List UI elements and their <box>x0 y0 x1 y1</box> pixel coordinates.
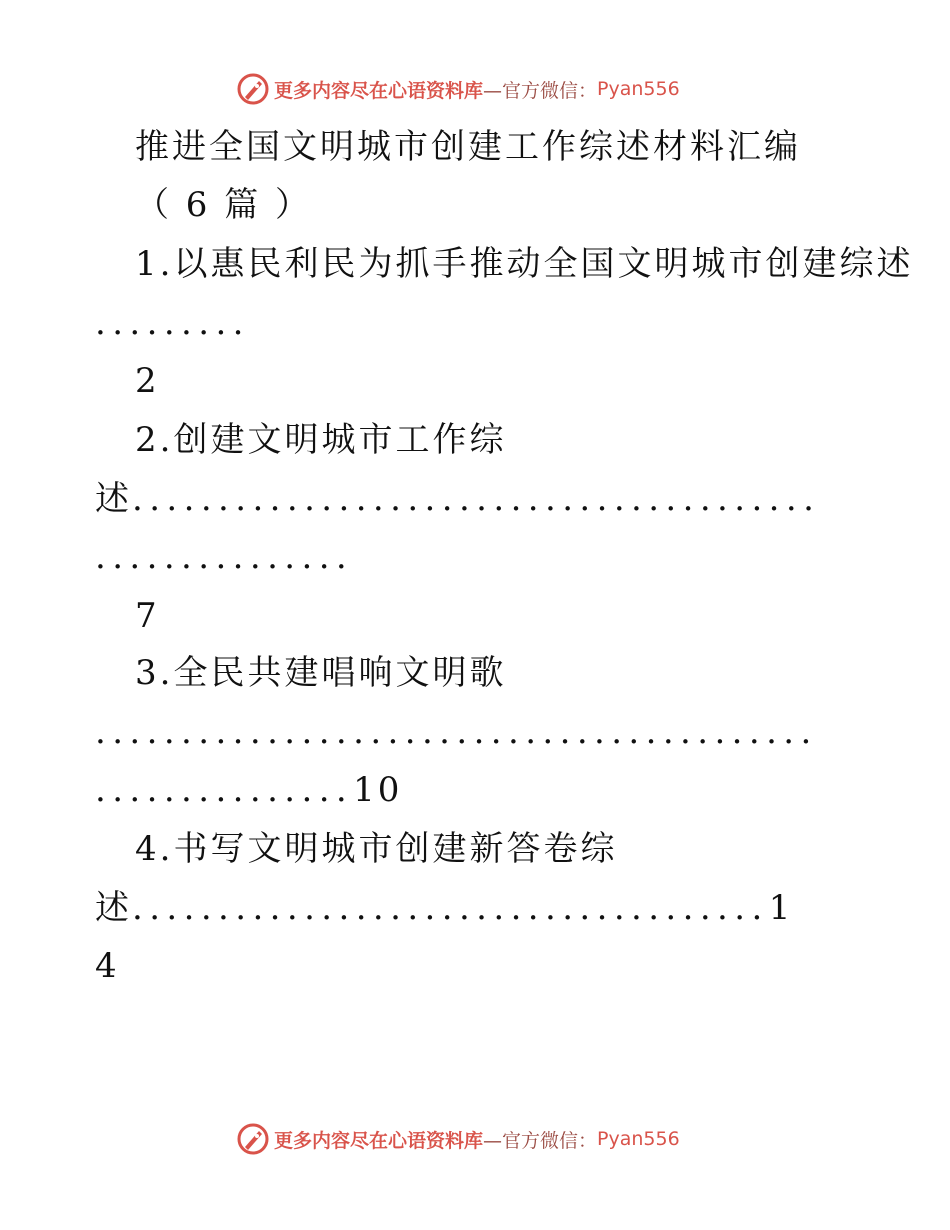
watermark-wechat-id: Pyan556 <box>597 78 680 100</box>
toc-entry-4-title: 4.书写文明城市创建新答卷综 <box>135 829 618 869</box>
watermark-banner-top <box>236 72 680 106</box>
toc-entry-2-page: 7 <box>135 596 160 636</box>
watermark-wechat-label: —官方微信： <box>483 1129 598 1152</box>
document-count: （ 6 篇 ） <box>135 185 313 225</box>
watermark-banner-bottom <box>236 1122 680 1156</box>
toc-entry-2-leader-cont: ............... <box>95 537 354 577</box>
pen-nib-seal-icon <box>236 72 270 106</box>
watermark-wechat-label: —官方微信： <box>483 79 598 102</box>
watermark-wechat-id: Pyan556 <box>597 1128 680 1150</box>
toc-entry-4-leader: ..................................... <box>132 888 769 928</box>
toc-entry-4-leader-row <box>95 888 793 928</box>
toc-entry-2-title-tail: 述 <box>95 479 132 519</box>
toc-entry-2-leader: ........................................ <box>132 479 821 519</box>
toc-entry-3-title: 3.全民共建唱响文明歌 <box>135 653 507 693</box>
toc-entry-4-page-part2: 4 <box>95 946 120 986</box>
toc-entry-2-title: 2.创建文明城市工作综 <box>135 420 507 460</box>
toc-entry-2-leader-row <box>95 479 820 519</box>
toc-entry-3-page: 10 <box>353 770 403 810</box>
watermark-text: 更多内容尽在心语资料库 <box>274 79 484 102</box>
toc-entry-1-leader: ......... <box>95 303 250 343</box>
toc-entry-4-page-part1: 1 <box>768 888 794 928</box>
pen-nib-seal-icon <box>236 1122 270 1156</box>
toc-entry-1-page: 2 <box>135 361 160 401</box>
watermark-text: 更多内容尽在心语资料库 <box>274 1129 484 1152</box>
toc-entry-1-title: 1.以惠民利民为抓手推动全国文明城市创建综述 <box>135 244 914 284</box>
toc-entry-3-leader-cont: ............... <box>95 770 354 810</box>
toc-entry-3-leader: .......................................... <box>95 712 818 752</box>
toc-entry-3-leader-row <box>95 770 402 810</box>
toc-entry-4-title-tail: 述 <box>95 888 132 928</box>
document-title: 推进全国文明城市创建工作综述材料汇编 <box>135 127 801 167</box>
